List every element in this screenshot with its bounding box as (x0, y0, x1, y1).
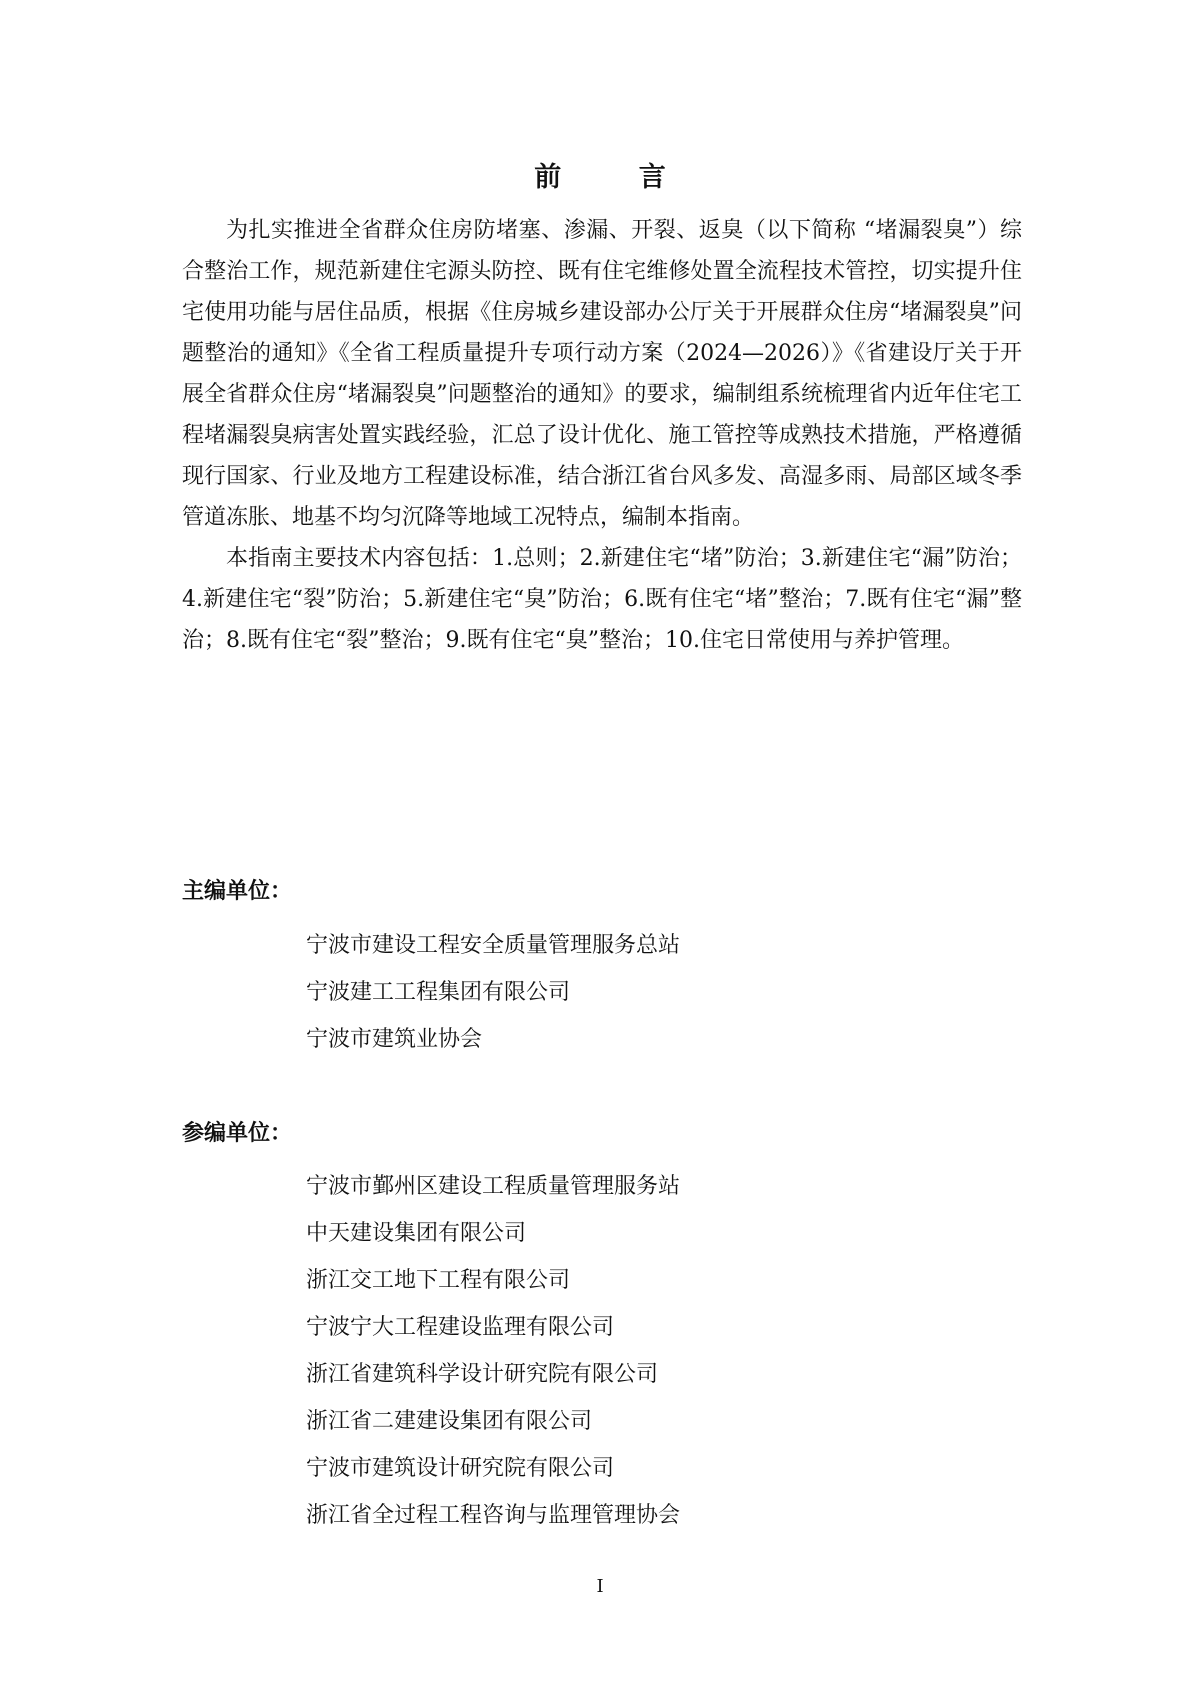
participating-unit-item: 中天建设集团有限公司 (306, 1221, 527, 1246)
chief-unit-item: 宁波市建设工程安全质量管理服务总站 (306, 933, 681, 958)
participating-unit-item: 宁波市鄞州区建设工程质量管理服务站 (306, 1174, 681, 1199)
page-title: 前 言 (534, 162, 700, 193)
participating-unit-item: 浙江省全过程工程咨询与监理管理协会 (306, 1503, 681, 1528)
preface-body (182, 210, 1022, 661)
preface-paragraph-1: 为扎实推进全省群众住房防堵塞、渗漏、开裂、返臭（以下简称 “堵漏裂臭”）综合整治工作，规范新建住宅源头防控、既有住宅维修处置全流程技术管控，切实提升住宅使用功能与居住品质，根据《住房城乡建设部办公厅关于开展群众住房“堵漏裂臭”问题整治的通知》《全省工程质量提升专项行动方案（2024—2026）》《省建设厅关于开展全省群众住房“堵漏裂臭”问题整治的通知》的要求，编制组系统梳理省内近年住宅工程堵漏裂臭病害处置实践经验，汇总了设计优化、施工管控等成熟技术措施，严格遵循现行国家、行业及地方工程建设标准，结合浙江省台风多发、高湿多雨、局部区域冬季管道冻胀、地基不均匀沉降等地域工况特点，编制本指南。 (182, 218, 1022, 530)
chief-unit-item: 宁波建工工程集团有限公司 (306, 980, 571, 1005)
chief-units-list (306, 922, 680, 1063)
preface-paragraph-2: 本指南主要技术内容包括：1.总则；2.新建住宅“堵”防治；3.新建住宅“漏”防治；4.新建住宅“裂”防治；5.新建住宅“臭”防治；6.既有住宅“堵”整治；7.既有住宅“漏”整治；8.既有住宅“裂”整治；9.既有住宅“臭”整治；10.住宅日常使用与养护管理。 (182, 546, 1022, 653)
chief-unit-item: 宁波市建筑业协会 (306, 1027, 483, 1052)
participating-unit-item: 浙江省二建建设集团有限公司 (306, 1409, 593, 1434)
page-number: I (596, 1576, 604, 1597)
participating-units-heading: 参编单位： (182, 1120, 293, 1146)
participating-unit-item: 浙江省建筑科学设计研究院有限公司 (306, 1362, 659, 1387)
participating-unit-item: 宁波市建筑设计研究院有限公司 (306, 1456, 615, 1481)
chief-units-heading: 主编单位： (182, 878, 293, 904)
participating-unit-item: 浙江交工地下工程有限公司 (306, 1268, 571, 1293)
participating-units-list (306, 1163, 680, 1539)
participating-unit-item: 宁波宁大工程建设监理有限公司 (306, 1315, 615, 1340)
